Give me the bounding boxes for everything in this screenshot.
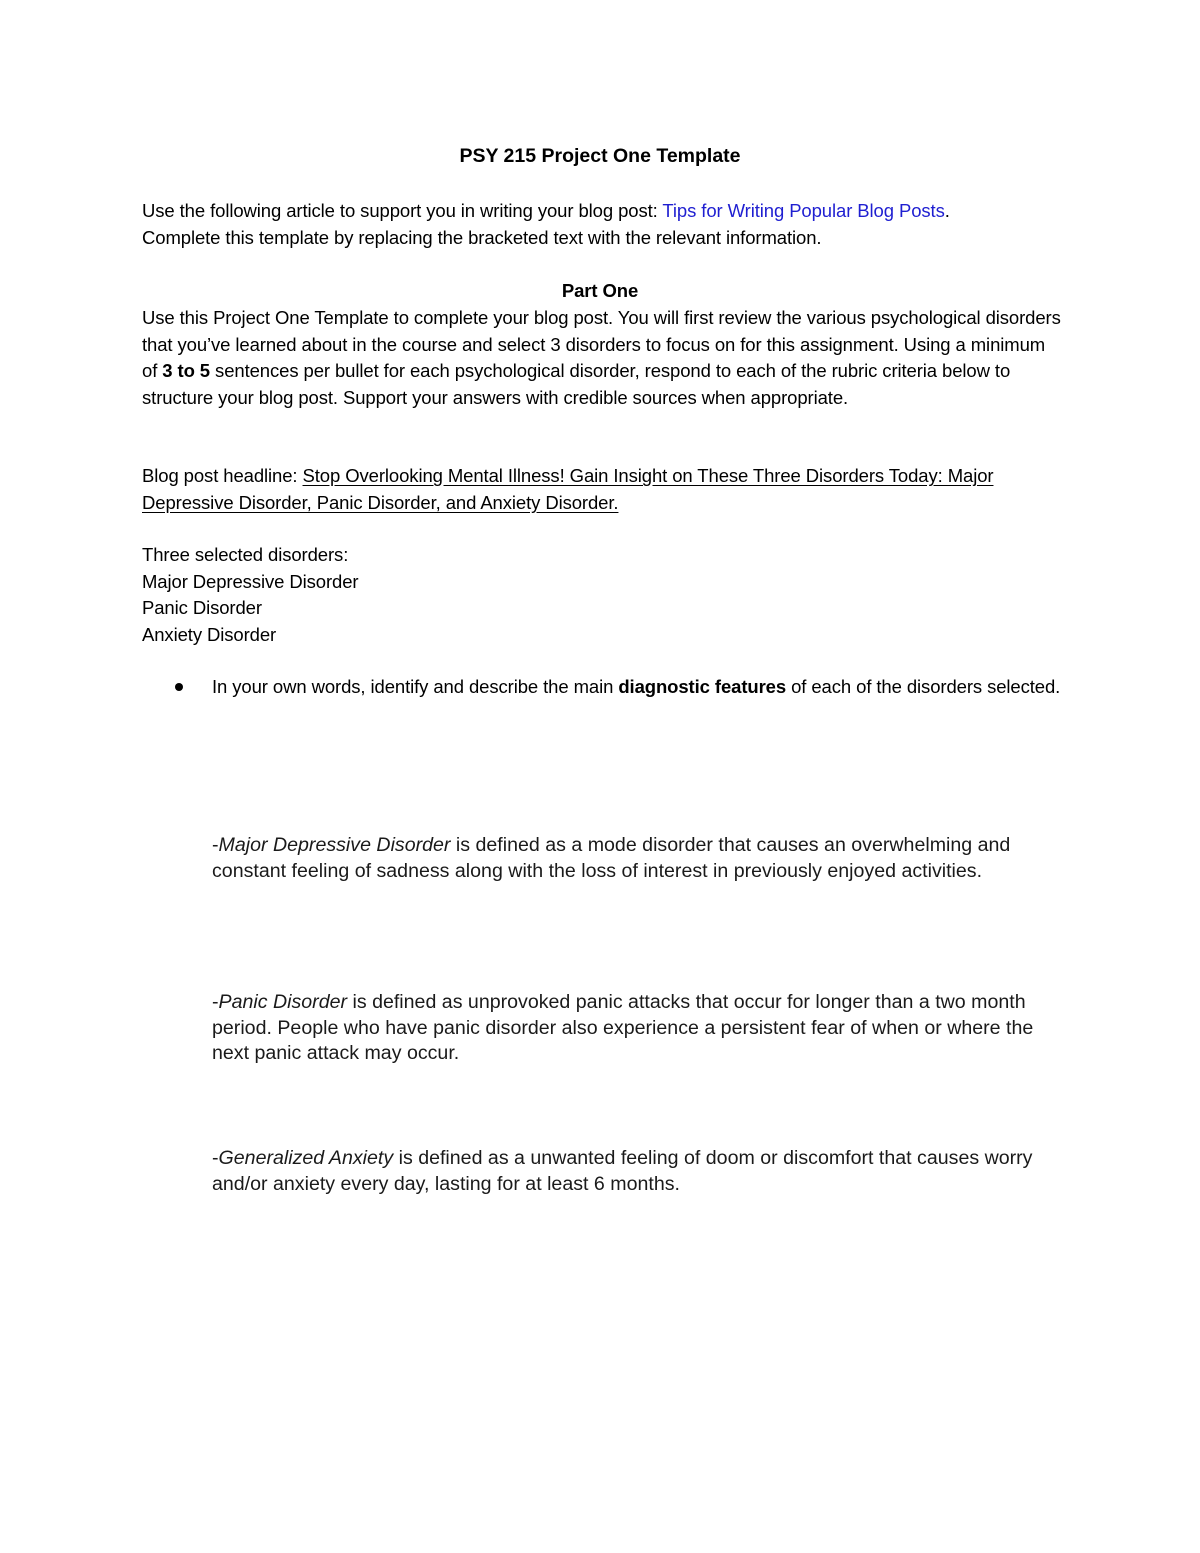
- answer-prefix: -: [212, 834, 219, 856]
- blog-headline: [142, 463, 1072, 516]
- intro-lead-text: Use the following article to support you in writing your blog post:: [142, 200, 663, 221]
- blog-headline-text: Stop Overlooking Mental Illness! Gain Insight on These Three Disorders Today: Major Depressive Disorder, Panic Disorder, and Anxiety Disorder.: [142, 465, 994, 513]
- answer-text: is defined as unprovoked panic attacks that occur for longer than a two month period. People who have panic disorder also experience a persistent fear of when or where the next panic attack may occur.: [212, 991, 1034, 1064]
- rubric-text-before: In your own words, identify and describe the main: [212, 676, 619, 697]
- part-one-heading: Part One: [561, 280, 639, 301]
- answer-prefix: -: [212, 1147, 219, 1169]
- answer-panic: [212, 990, 1072, 1067]
- part-one-body: [142, 305, 1062, 411]
- answer-text: is defined as a mode disorder that causes an overwhelming and constant feeling of sadness along with the loss of interest in previously enjoyed activities.: [212, 834, 1011, 882]
- list-item: Major Depressive Disorder: [142, 570, 359, 592]
- answer-term: Panic Disorder: [218, 991, 348, 1013]
- selected-disorders-label: Three selected disorders:: [142, 544, 349, 565]
- part-one-text-bold: 3 to 5: [162, 360, 210, 382]
- answer-term: Major Depressive Disorder: [218, 834, 451, 856]
- answer-text: is defined as a unwanted feeling of doom or discomfort that causes worry and/or anxiety every day, lasting for at least 6 months.: [212, 1147, 1033, 1195]
- intro-paragraph: [142, 198, 1062, 251]
- intro-instructions: Complete this template by replacing the bracketed text with the relevant information.: [142, 226, 822, 248]
- selected-disorders: [142, 542, 742, 648]
- answer-term: Generalized Anxiety: [218, 1147, 394, 1169]
- blog-headline-label: Blog post headline:: [142, 465, 303, 486]
- intro-link-period: .: [944, 200, 950, 221]
- part-one-text-after: sentences per bullet for each psychological disorder, respond to each of the rubric criteria below to structure your blog post. Support your answers with credible sources when appropriate.: [142, 360, 1011, 408]
- document-title: PSY 215 Project One Template: [459, 145, 741, 167]
- answer-major-depressive: [212, 833, 1072, 884]
- article-link[interactable]: Tips for Writing Popular Blog Posts: [662, 200, 945, 221]
- list-item: Anxiety Disorder: [142, 623, 277, 645]
- list-item: Panic Disorder: [142, 597, 262, 619]
- bullet-icon: [175, 683, 183, 691]
- answer-prefix: -: [212, 991, 219, 1013]
- answer-generalized-anxiety: [212, 1146, 1072, 1197]
- rubric-text-bold: diagnostic features: [618, 676, 787, 697]
- part-one-text-before: Use this Project One Template to complete your blog post. You will first review the various psychological disorders that you’ve learned about in the course and select 3 disorders to focus on for this assignment. Using a minimum of: [142, 307, 1061, 382]
- rubric-text-after: of each of the disorders selected.: [786, 676, 1061, 697]
- rubric-bullet-text: [212, 674, 1062, 701]
